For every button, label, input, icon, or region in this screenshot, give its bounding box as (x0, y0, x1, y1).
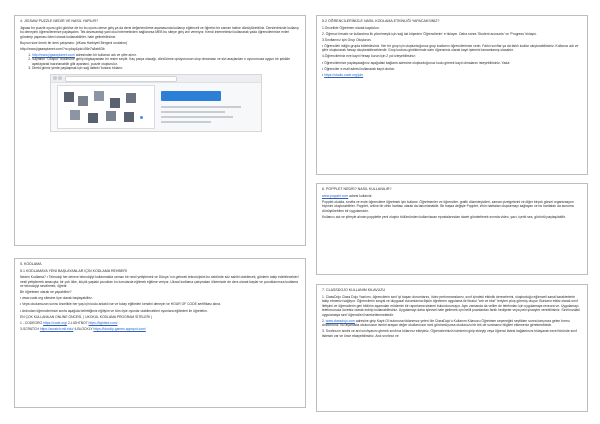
puzzle-piece (78, 96, 88, 106)
blockly-link[interactable]: https://blockly-games.appspot.com/ (93, 326, 146, 331)
coding-subtitle: 5.1 KODLAMAYA YENİ BAŞLAYANLAR İÇİN KODLAMA REHBERİ (20, 268, 127, 273)
coding-bullet-1: • www.code.org sitesine üye olarak başlayabiliriz. (20, 296, 93, 301)
codeorg-link[interactable]: https://code.org/ (43, 320, 68, 325)
puzzle-piece (124, 112, 134, 122)
jigsaw-example-label: Buyrun size örnek bir ders çalışması: (#Kara Harbiyeli Bergeni unutalım) (20, 40, 128, 45)
coding-question: Bir öğretmen olarak ne yapabiliriz? (20, 290, 72, 295)
forward-icon (58, 76, 62, 80)
jigsaw-title: 4. JİGSAW PUZZLE NEDİR VE NASIL YAPILIR? (20, 19, 99, 23)
puzzle-piece (94, 91, 104, 101)
share-icon (140, 116, 143, 119)
code-bullet-3: • Öğrenciler e-mail adresi kullanarak kayıt olurlar. (322, 66, 395, 71)
popplet-section (316, 183, 588, 275)
code-activity-section (316, 15, 588, 175)
code-bullet-1: • Öğrencileri istiğin grupla bölebilirsiniz. Her bir grup için oluşturduğunuz grup kodlarını öğrencilerinize verin. Farklı sınıflar ya da farklı kodlar oluşturabilirsiniz. Kullanıcı adı ve şifre oluşturarak hesap oluşturabileceklerdir. Grup kodunu girdiklerinde sizin öğrenciniz olarak kayıt işlemini tamamlamış olacaktır. (322, 43, 579, 53)
address-bar (65, 76, 177, 82)
coding-why: Neden Kodlama? • Teknoloji her derece teknolojiyi kullanmakta uzman bir nesil yetiştirmek ve Dünya 'nın gelecek teknolojisini bu sektörde söz sahibi olabilecek, günlerin takip edebilecekleri nesil yetiştirmek amacıyla; bir çok ülke, küçük yaştaki çocukları bu konularda eğitmek eğitime veriyor. Ulusal kodlama çalışmaları ülkemizde de ders olarak başlar ve çocuklarımıza kodlama ve teknolojiyi sevdirmek, öğretir. (20, 275, 299, 289)
coding-title: 5. KODLAMA (20, 262, 42, 266)
code-step-4: 4.Öğrencileriniz eve kayıt Hesap kurun için 2 yol izleyebilirsiniz: (322, 54, 416, 59)
popplet-description: Popplet okulda, sınıfta ve evde öğrencilere öğretmek için kullanır. Öğretmenler ve öğrenciler, grafik düzenleyicileri, zaman çizelgelerini ve diğer birçok görsel organizasyon biçimini oluşturabilirler. Popplet, online bir zihin haritası olarak da tanımlanabilir. Bir başka değişle Popplet, zihin haritaları oluşturmayı sağlayan ve bu haritaları da sunuma dönüştürebilen bir uygulamadır. (322, 199, 574, 213)
text-line (161, 121, 211, 123)
popplet-link[interactable]: www.popplet.com (322, 193, 349, 198)
text-line (161, 116, 233, 118)
popplet-address: www.popplet.com adresi kullanılır. (322, 193, 373, 198)
jigsaw-example-url: http://www.jigsawplanet.com/?rc=play&pid=08e7c8ab63b (20, 46, 105, 51)
puzzle-piece (110, 98, 120, 108)
coding-section (14, 258, 306, 408)
lightbot-link[interactable]: https://lightbot.com/ (88, 320, 118, 325)
classdojo-para-3: 3. Sınıfınızın ismini ve ard sınıfıyasını girerek sınıfınız tıklarınız ekleyiniz. Öğrencilerinizin isimlerini girip ekleyip veya öğrenci listesi bağlantısını tıklayarak excel türünde sınıf listesini var ve önce eklayebilirsiniz. Ardı sınıfınız ve (322, 329, 577, 338)
text-line (161, 111, 225, 113)
classdojo-section (316, 284, 588, 412)
jigsaw-step-2: 2. Sayfanın "Oluştur" bölümüne girilip bilgisayardan bir resim seçilir. Kaç parça olacağı, dönülürme opsiyonunun olup olmaması ve sizi araçlardan n oyunumuza uygun bir şekilde ayarlayarak hazırlanabilir gibi ayarlanıl, puzzle oluşturulur. (32, 57, 300, 66)
puzzle-piece (106, 111, 116, 121)
jigsaw-steps (20, 53, 300, 71)
studio-join-link[interactable]: https://studio.code.org/join (324, 72, 364, 77)
puzzle-piece (64, 92, 74, 102)
code-bullet-2: • Öğrencilerinize paylaşacağınız aşağıdaki bağlantı adresine oluşturduğunuz kodu girerek kayıt olmalarını isteyebilirsiniz. Yada: (322, 60, 511, 65)
jigsaw-step-3: 3. Direkt giriniz yerde paylaşmak için sağ üstteki 'butonu tıklanır. (32, 66, 300, 71)
puzzle-piece (126, 93, 136, 103)
popplet-usage: Kullanıcı adı ve şifreyle alınan popplette yeni oluştur bölümünden kullanılacan epostalarından davet gönderilerek sınırda video, yazı, içerik ses, görüntü paylaşılabilir. (322, 214, 566, 219)
text-line (161, 106, 241, 108)
share-button (161, 91, 221, 101)
coding-sites-row-2: 3-SCRATCH https://scratch.mit.edu/ 4-BLOCKLY https://blockly-games.appspot.com/ (20, 326, 146, 331)
coding-bullet-2: • Veya okulumuzun sonra öncelikle her yaş için kodu anlatılı ise ve kolay eğitimleri kendini deneyin ve HOUR OF CODE sertifikası alına. (20, 302, 221, 307)
jigsaw-screenshot (50, 74, 262, 132)
coding-sites-row-1: 1 - CODEORG https://code.org/ 2-LIGHTBOT https://lightbot.com/ (20, 320, 118, 325)
scratch-link[interactable]: https://scratch.mit.edu/ (39, 326, 74, 331)
puzzle-piece (88, 113, 98, 123)
classdojo-para-1: 1. ClassDojo Class Dojo Yazılımı, öğrencilerin sınıf içi başarı durumlarını, ödev performanslarını, sınıf içindeki etkinlik derecelerini, oluşturduğu eğlenceli sanal karakterlerle takip etmenizi sağlıyor. Öğrencilerin sosyal ve duygusal durumlarına ilişkin öğretmen uygulama ile ilkokul "artı ve eksi" leriyleri çıkış görmüş oluyor. Bunların etkisi olarak sınıf iletişimi ve öğrencilerin geri bildirim aşamıdan müdemin bir raporlama sistemi bulundurunuyor. Aynı zamanda da veliler de telefonları için uygulamaya reveura ve. Uygulamayı telefonunuza ücretsiz olarak indirip kullanabilirsiniz. Uygulamayı daha işlevsel hale getirmek için bellli puanlardan farklı hediyeler veya peki şinaryler verebilirsiniz. Sınıfınızdaki uygulamaya sınıf öğrencileri hareketlenmektedir. (322, 294, 580, 317)
jigsaw-planet-link[interactable]: http://www.jigsawplanet.com/ (32, 52, 75, 57)
classdojo-link[interactable]: www.classdojo.com (325, 318, 355, 323)
back-icon (53, 76, 57, 80)
jigsaw-step-1: 1. http://www.jigsawplanet.com/ adresinden bir kullanıcı adı ve şifre alınır. (32, 53, 300, 58)
jigsaw-intro: Jigsaw bir puzzle oyunu gibi görülse de bu bu oyunu derse giriş ya da dersi değerlendirme aşamasında kullanıp eğlenceli ve öğretici bir zaman haline dönüştürebiliriz. Derslerimizde kullanıp bu deneyimi öğrencilerimize paylaşalım. Tek dezavantajı yani okul internetinden bağlanırsa MEB bu siteye giriş izni vermiyor. Kendi internetimizi kullanarak yada öğrencilerimize evleri gönderip yapması ödevi olarak kullanabilirler, hale getirebilirsiniz. (20, 25, 299, 39)
code-step-2: 2. Öğrenci hesabı ve kullanılma ilk yönelmeyik için sağ üst köşeden 'Öğrencilerim' e tıklayın. Daha sonra 'Student accounts' ve 'Progress' tıklayın. (322, 31, 537, 36)
coding-bullet-3: • Ardından öğrencilerimizi sınıfa aşağıda belirttiğimiz eğitiyim ve tüm öyle oyunlar olabilecekleri oyunlara eğitimleri ile öğretelim. (20, 308, 208, 313)
coding-sites-title: EN ÇOK KULLANILAN ONLİNE ÖNCESİ, ( UKOKUL KODLAMA PROGRAM SİTELERİ ) (20, 314, 152, 319)
code-bullet-4: • https://studio.code.org/join (322, 72, 364, 77)
code-activity-title: 5.2 ÖĞRENCİLERİNİZLE NASIL KODLAMA ETKİNLİĞİ YAPACAKSINIZ? (322, 19, 440, 23)
code-step-3: 3.Sınıflarınız için Grup Oluşturun. (322, 37, 372, 42)
puzzle-preview (57, 85, 155, 129)
jigsaw-section (14, 15, 306, 246)
classdojo-para-2: 2. www.classdojo.com adresine girip Kayıt Ol butonuna tıklanmsız yeteri öle ClassDojo'u Kullanım Kılavuzu Öğretmen seçeneğini seçtikten sonra karşınıza gelen formu doldurunuz. Bu aşamada okulunuzun ismini arayan değer okullarınızın ismi görünmüyorsa okulunuzu bir tek de sunmanız bilgileri eklemeniz gerekmektedir. (322, 318, 570, 328)
code-step-1: 1.Öncelikle Öğretmen olarak kaydolun. (322, 25, 380, 30)
popplet-title: 6. POPPLET NEDİR? NASIL KULLANILIR? (322, 187, 392, 191)
browser-toolbar (51, 75, 261, 83)
classdojo-title: 7. CLASSDOJO KULLANIM KILAVUZU (322, 288, 386, 292)
puzzle-piece (70, 110, 80, 120)
